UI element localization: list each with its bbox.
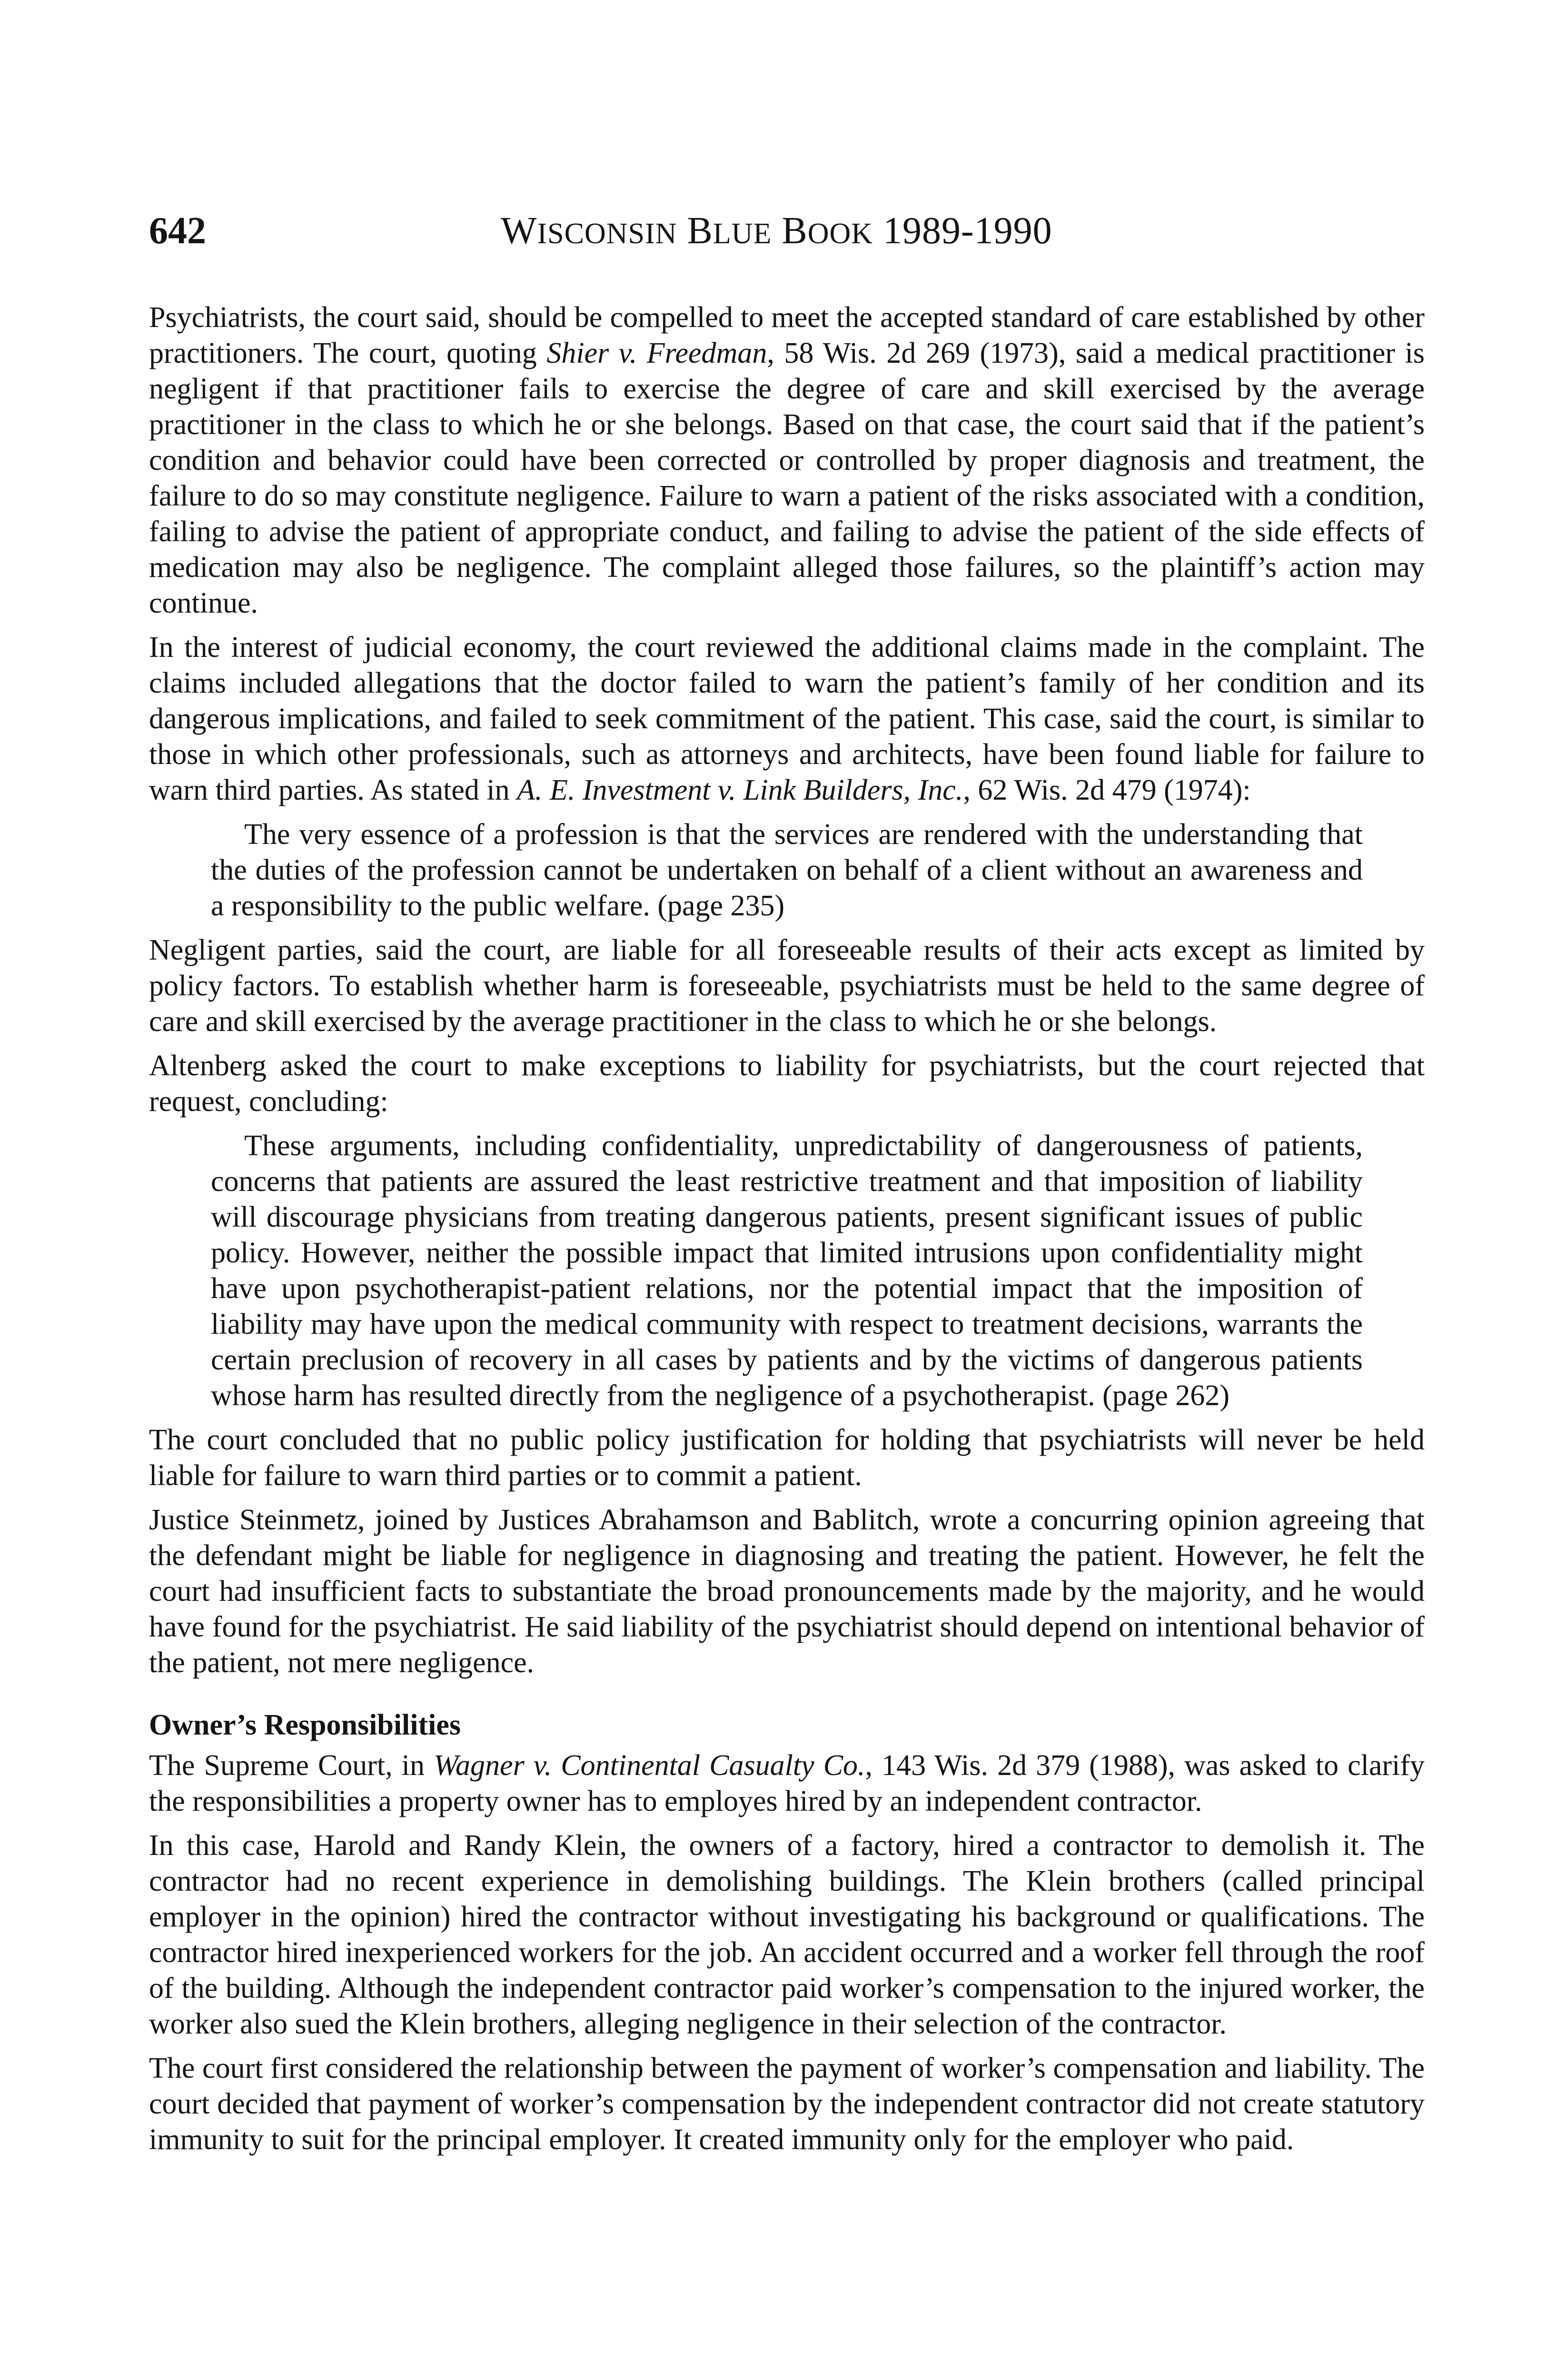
body-text [149, 300, 1425, 2166]
running-head-w3-initial: B [782, 210, 808, 252]
paragraph-1 [149, 300, 1425, 621]
running-head [501, 212, 1052, 250]
paragraph-7-text-b: , 143 Wis. 2d 379 (1988), was asked to clarify the responsibilities a property owner has to employes hired by an independent contractor. [149, 1749, 1425, 1817]
paragraph-7 [149, 1748, 1425, 1819]
block-quote-1 [149, 817, 1425, 924]
paragraph-4: Altenberg asked the court to make exceptions to liability for psychiatrists, but the court rejected that request, concluding: [149, 1050, 1425, 1118]
paragraph-1-text-a: Psychiatrists, the court said, should be compelled to meet the accepted standard of care established by other practitioners. The court, quoting [149, 301, 1425, 369]
running-head-w2-initial: B [687, 210, 713, 252]
block-quote-2-text: These arguments, including confidentiality, unpredictability of dangerousness of patients, concerns that patients are assured the least restrictive treatment and that imposition of liability will discourage physicians from treating dangerous patients, present significant issues of public policy. However, neither the possible impact that limited intrusions upon confidentiality might have upon psychotherapist-patient relations, nor the potential impact that the imposition of liability may have upon the medical community with respect to treatment decisions, warrants the certain preclusion of recovery in all cases by patients and by the victims of dangerous patients whose harm has resulted directly from the negligence of a psychotherapist. (page 262) [211, 1130, 1363, 1412]
paragraph-3: Negligent parties, said the court, are liable for all foreseeable results of their acts except as limited by policy factors. To establish whether harm is foreseeable, psychiatrists must be held to the same degree of care and skill exercised by the average practitioner in the class to which he or she belongs. [149, 934, 1425, 1038]
section-heading: Owner’s Responsibilities [149, 1709, 461, 1741]
paragraph-2 [149, 630, 1425, 808]
paragraph-6: Justice Steinmetz, joined by Justices Abrahamson and Bablitch, wrote a concurring opinion agreeing that the defendant might be liable for negligence in diagnosing and treating the patient. However, he felt the court had insufficient facts to substantiate the broad pronouncements made by the majority, and he would have found for the psychiatrist. He said liability of the psychiatrist should depend on intentional behavior of the patient, not mere negligence. [149, 1504, 1425, 1679]
paragraph-2-text-b: , 62 Wis. 2d 479 (1974): [963, 774, 1251, 806]
page-number: 642 [149, 210, 206, 252]
running-head-w2-rest: LUE [713, 218, 772, 250]
running-head-w1-initial: W [501, 210, 537, 252]
paragraph-2-text-a: In the interest of judicial economy, the court reviewed the additional claims made in the complaint. The claims included allegations that the doctor failed to warn the patient’s family of her condition and its dangerous implications, and failed to seek commitment of the patient. This case, said the court, is similar to those in which other professionals, such as attorneys and architects, have been found liable for failure to warn third parties. As stated in [149, 631, 1425, 806]
paragraph-8: In this case, Harold and Randy Klein, the owners of a factory, hired a contractor to demolish it. The contractor had no recent experience in demolishing buildings. The Klein brothers (called principal employer in the opinion) hired the contractor without investigating his background or qualifications. The contractor hired inexperienced workers for the job. An accident occurred and a worker fell through the roof of the building. Although the independent contractor paid worker’s compensation to the injured worker, the worker also sued the Klein brothers, alleging negligence in their selection of the contractor. [149, 1829, 1425, 2040]
case-citation: Shier v. Freedman [546, 337, 767, 369]
paragraph-7-text-a: The Supreme Court, in [149, 1749, 434, 1782]
paragraph-5: The court concluded that no public policy justification for holding that psychiatrists will never be held liable for failure to warn third parties or to commit a patient. [149, 1424, 1425, 1492]
running-head-years: 1989-1990 [883, 210, 1052, 252]
paragraph-1-text-b: , 58 Wis. 2d 269 (1973), said a medical practitioner is negligent if that practitioner fails to exercise the degree of care and skill exercised by the average practitioner in the class to which he or she belongs. Based on that case, the court said that if the patient’s condition and behavior could have been corrected or controlled by proper diagnosis and treatment, the failure to do so may constitute negligence. Failure to warn a patient of the risks associated with a condition, failing to advise the patient of appropriate conduct, and failing to advise the patient of the side effects of medication may also be negligence. The complaint alleged those failures, so the plaintiff’s action may continue. [149, 337, 1425, 619]
block-quote-2 [149, 1128, 1425, 1414]
running-head-w3-rest: OOK [807, 218, 873, 250]
paragraph-9: The court first considered the relationship between the payment of worker’s compensation and liability. The court decided that payment of worker’s compensation by the independent contractor did not create statutory immunity to suit for the principal employer. It created immunity only for the employer who paid. [149, 2052, 1425, 2156]
block-quote-1-text: The very essence of a profession is that the services are rendered with the understanding that the duties of the profession cannot be undertaken on behalf of a client without an awareness and a responsibility to the public welfare. (page 235) [211, 818, 1363, 922]
case-citation: A. E. Investment v. Link Builders, Inc. [517, 774, 963, 806]
running-head-w1-rest: ISCONSIN [537, 218, 677, 250]
case-citation: Wagner v. Continental Casualty Co. [434, 1749, 865, 1782]
